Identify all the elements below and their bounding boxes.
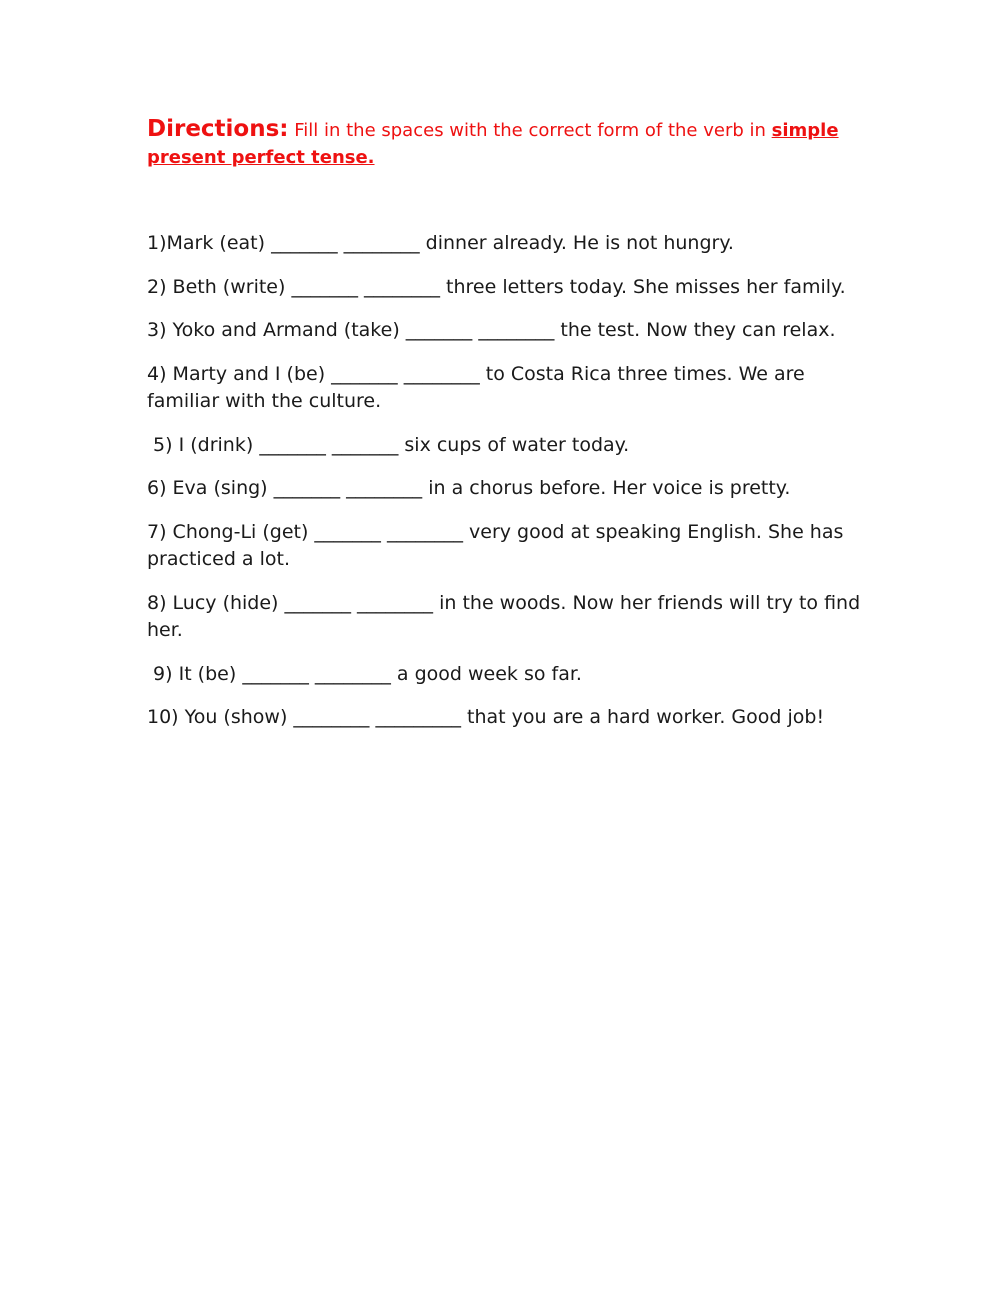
- answer-blank[interactable]: _______ ________: [314, 520, 463, 543]
- question-6: [147, 475, 882, 503]
- question-number: 10): [147, 706, 185, 728]
- question-2: [147, 274, 882, 302]
- question-number: 1): [147, 232, 167, 254]
- question-verb: Mark (eat): [166, 232, 272, 254]
- answer-blank[interactable]: _______ ________: [271, 232, 420, 254]
- question-verb: Lucy (hide): [172, 591, 285, 614]
- question-number: 4): [147, 362, 173, 385]
- question-number: 7): [147, 520, 173, 543]
- question-verb: Yoko and Armand (take): [172, 319, 406, 341]
- question-text: very good at speaking English. She has practiced a lot.: [147, 520, 850, 570]
- question-3: [147, 317, 882, 345]
- question-10: [147, 704, 882, 732]
- question-text: in a chorus before. Her voice is pretty.: [422, 477, 791, 499]
- directions: [147, 116, 867, 171]
- question-verb: Chong-Li (get): [172, 520, 315, 543]
- question-text: dinner already. He is not hungry.: [419, 232, 734, 254]
- question-number: 6): [147, 477, 173, 499]
- question-number: 2): [147, 275, 173, 298]
- answer-blank[interactable]: _______ ________: [291, 275, 440, 298]
- question-text: to Costa Rica three times. We are familiar with the culture.: [147, 362, 811, 412]
- question-verb: Beth (write): [172, 275, 292, 298]
- question-number: 3): [147, 319, 173, 341]
- question-verb: Eva (sing): [172, 477, 274, 499]
- question-5: [147, 432, 882, 460]
- answer-blank[interactable]: _______ ________: [284, 591, 434, 614]
- answer-blank[interactable]: _______ _______: [259, 433, 399, 456]
- answer-blank[interactable]: _______ ________: [242, 662, 391, 685]
- answer-blank[interactable]: ________ _________: [293, 706, 461, 728]
- question-verb: It (be): [178, 662, 243, 685]
- directions-text: Fill in the spaces with the correct form of the verb in: [288, 120, 772, 141]
- directions-emphasis: simple present perfect tense.: [147, 120, 839, 168]
- question-text: the test. Now they can relax.: [554, 319, 836, 341]
- question-text: in the woods. Now her friends will try to find her.: [147, 591, 867, 641]
- question-number: 5): [147, 433, 179, 456]
- question-9: [147, 661, 882, 689]
- question-number: 8): [147, 591, 173, 614]
- question-verb: Marty and I (be): [172, 362, 332, 385]
- question-8: [147, 590, 882, 645]
- answer-blank[interactable]: _______ ________: [331, 362, 480, 385]
- question-text: six cups of water today.: [398, 433, 630, 456]
- question-text: that you are a hard worker. Good job!: [460, 706, 825, 728]
- question-list: [147, 230, 882, 748]
- directions-label: Directions:: [147, 116, 289, 142]
- answer-blank[interactable]: _______ ________: [273, 477, 423, 499]
- answer-blank[interactable]: _______ ________: [405, 319, 555, 341]
- question-number: 9): [147, 662, 179, 685]
- question-text: three letters today. She misses her family.: [439, 275, 846, 298]
- question-4: [147, 361, 882, 416]
- question-7: [147, 519, 882, 574]
- question-verb: I (drink): [178, 433, 260, 456]
- question-text: a good week so far.: [390, 662, 582, 685]
- question-verb: You (show): [184, 706, 294, 728]
- question-1: [147, 230, 882, 258]
